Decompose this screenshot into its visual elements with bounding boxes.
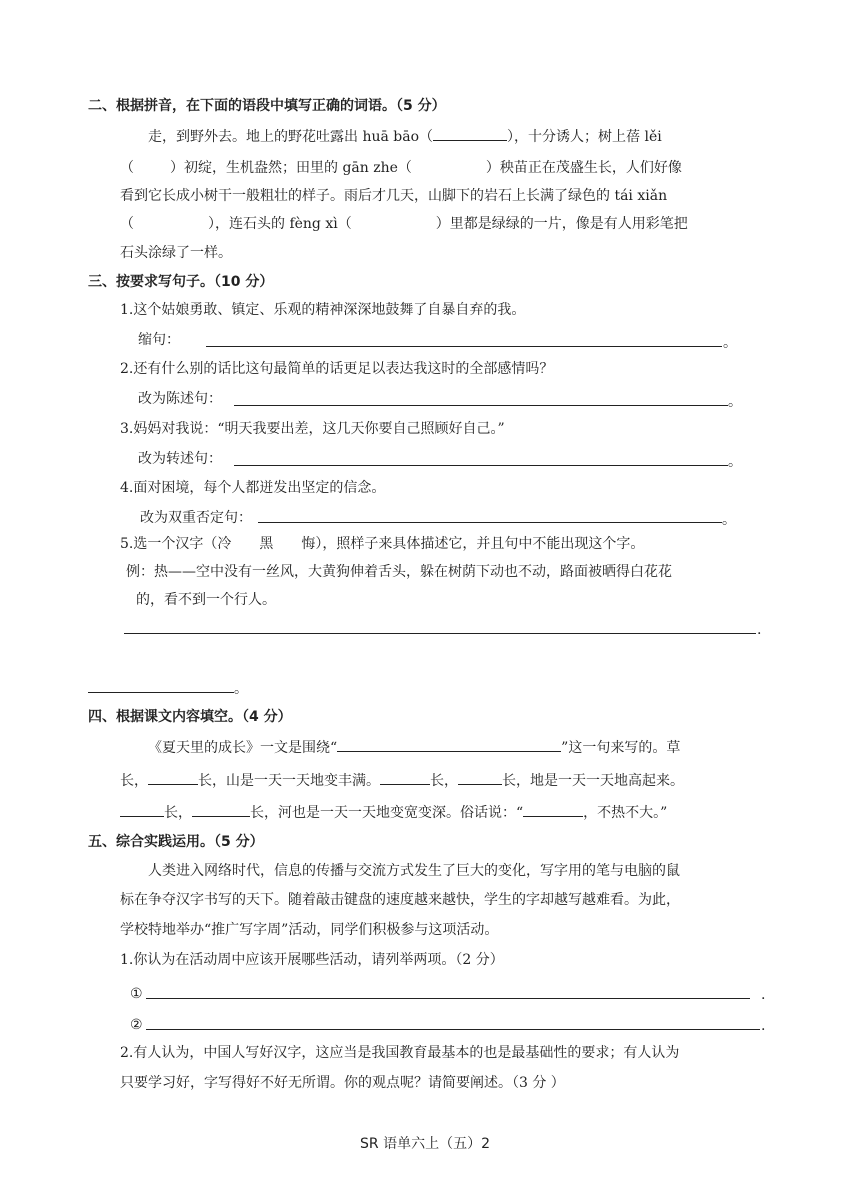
s5-para-line1: 人类进入网络时代，信息的传播与交流方式发生了巨大的变化，写字用的笔与电脑的鼠: [148, 863, 680, 879]
blank-hua-bao[interactable]: [433, 126, 507, 141]
s3-q1-label: 缩句：: [138, 332, 180, 348]
section2-heading: 二、根据拼音，在下面的语段中填写正确的词语。（5 分）: [88, 98, 446, 114]
s2-line3: 看到它长成小树干一般粗壮的样子。雨后才几天，山脚下的岩石上长满了绿色的 tái xiǎn: [120, 188, 668, 204]
period: 。: [722, 512, 736, 528]
blank-central-sentence[interactable]: [337, 737, 561, 752]
dot: .: [761, 987, 766, 1003]
blank-gan-zhe[interactable]: [412, 158, 486, 172]
answer-line-q5b[interactable]: [88, 692, 234, 693]
s4-line2: [120, 770, 684, 791]
blank-tai-xian[interactable]: [134, 214, 208, 228]
answer-line-q2[interactable]: [234, 405, 728, 406]
s4-text: ，不热不大。”: [583, 805, 668, 821]
s4-text: 《夏天里的成长》一文是围绕“: [148, 740, 338, 756]
answer-line-q5a[interactable]: [124, 633, 756, 634]
s2-text: （: [120, 216, 134, 232]
blank-s4-2[interactable]: [380, 770, 430, 785]
s5-q2-line2: 只要学习好，字写得好不好无所谓。你的观点呢？请简要阐述。（3 分 ）: [120, 1075, 565, 1091]
s2-text: ）秧苗正在茂盛生长，人们好像: [485, 160, 682, 176]
answer-line-q3[interactable]: [234, 465, 728, 466]
answer-line-item2[interactable]: [146, 1029, 760, 1030]
s3-q5: 5.选一个汉字（冷 黑 悔），照样子来具体描述它，并且句中不能出现这个字。: [120, 536, 645, 552]
s3-q5-example-line2: 的，看不到一个行人。: [136, 592, 276, 608]
period: 。: [728, 394, 742, 410]
section5-heading: 五、综合实践运用。（5 分）: [88, 834, 264, 850]
blank-s4-6[interactable]: [523, 802, 583, 817]
period: 。: [234, 681, 248, 697]
s3-q3: 3.妈妈对我说：“明天我要出差，这几天你要自己照顾好自己。”: [120, 421, 505, 437]
period: 。: [723, 335, 737, 351]
s4-line1: [148, 737, 680, 758]
s2-text: ）初绽，生机盎然；田里的 gān zhe（: [170, 160, 412, 176]
s2-line2: [120, 158, 682, 178]
blank-bei-lei[interactable]: [134, 158, 170, 172]
s2-text: ），十分诱人；树上蓓 lěi: [507, 129, 662, 145]
s3-q2: 2.还有什么别的话比这句最简单的话更足以表达我这时的全部感情吗？: [120, 361, 554, 377]
blank-s4-4[interactable]: [120, 802, 164, 817]
s3-q4-label: 改为双重否定句：: [140, 510, 252, 526]
answer-line-q1[interactable]: [206, 346, 722, 347]
dot: .: [757, 622, 762, 638]
s2-line5: 石头涂绿了一样。: [120, 245, 232, 261]
s3-q4: 4.面对困境，每个人都迸发出坚定的信念。: [120, 480, 386, 496]
s2-line4: [120, 214, 688, 234]
s3-q2-label: 改为陈述句：: [138, 391, 222, 407]
answer-line-q4[interactable]: [258, 522, 722, 523]
s2-text: 走，到野外去。地上的野花吐露出 huā bāo（: [148, 129, 434, 145]
blank-s4-5[interactable]: [192, 802, 250, 817]
s4-text: 长，山是一天一天地变丰满。: [198, 773, 380, 789]
section4-heading: 四、根据课文内容填空。（4 分）: [88, 709, 292, 725]
s4-text: 长，: [430, 773, 458, 789]
s5-item2-marker: ②: [130, 1017, 143, 1033]
s5-q2-line1: 2.有人认为，中国人写好汉字，这应当是我国教育最基本的也是最基础性的要求；有人认为: [120, 1045, 680, 1061]
period: 。: [728, 454, 742, 470]
s5-item1-marker: ①: [130, 986, 143, 1002]
s4-text: 长，: [164, 805, 192, 821]
s3-q1: 1.这个姑娘勇敢、镇定、乐观的精神深深地鼓舞了自暴自弃的我。: [120, 302, 526, 318]
s4-text: ”这一句来写的。草: [561, 740, 681, 756]
s2-text: ），连石头的 fèng xì（: [208, 216, 352, 232]
s4-line3: [120, 802, 667, 823]
s5-para-line2: 标在争夺汉字书写的天下。随着敲击键盘的速度越来越快，学生的字却越写越难看。为此，: [120, 892, 680, 908]
s2-line1: [148, 126, 662, 147]
s3-q3-label: 改为转述句：: [138, 451, 222, 467]
blank-feng-xi[interactable]: [352, 214, 436, 228]
answer-line-item1[interactable]: [146, 998, 750, 999]
section3-heading: 三、按要求写句子。（10 分）: [88, 274, 274, 290]
s4-text: 长，地是一天一天地高起来。: [502, 773, 684, 789]
dot: .: [761, 1018, 766, 1034]
page-footer: SR 语单六上（五）2: [360, 1136, 490, 1152]
s5-para-line3: 学校特地举办“推广写字周”活动，同学们积极参与这项活动。: [120, 922, 499, 938]
s5-q1: 1.你认为在活动周中应该开展哪些活动，请列举两项。（2 分）: [120, 952, 504, 968]
blank-s4-3[interactable]: [458, 770, 502, 785]
s4-text: 长，: [120, 773, 148, 789]
s2-text: ）里都是绿绿的一片，像是有人用彩笔把: [435, 216, 688, 232]
s3-q5-example-line1: 例：热——空中没有一丝风，大黄狗伸着舌头，躲在树荫下动也不动，路面被晒得白花花: [126, 564, 672, 580]
s4-text: 长，河也是一天一天地变宽变深。俗话说：“: [250, 805, 524, 821]
blank-s4-1[interactable]: [148, 770, 198, 785]
s2-text: （: [120, 160, 134, 176]
